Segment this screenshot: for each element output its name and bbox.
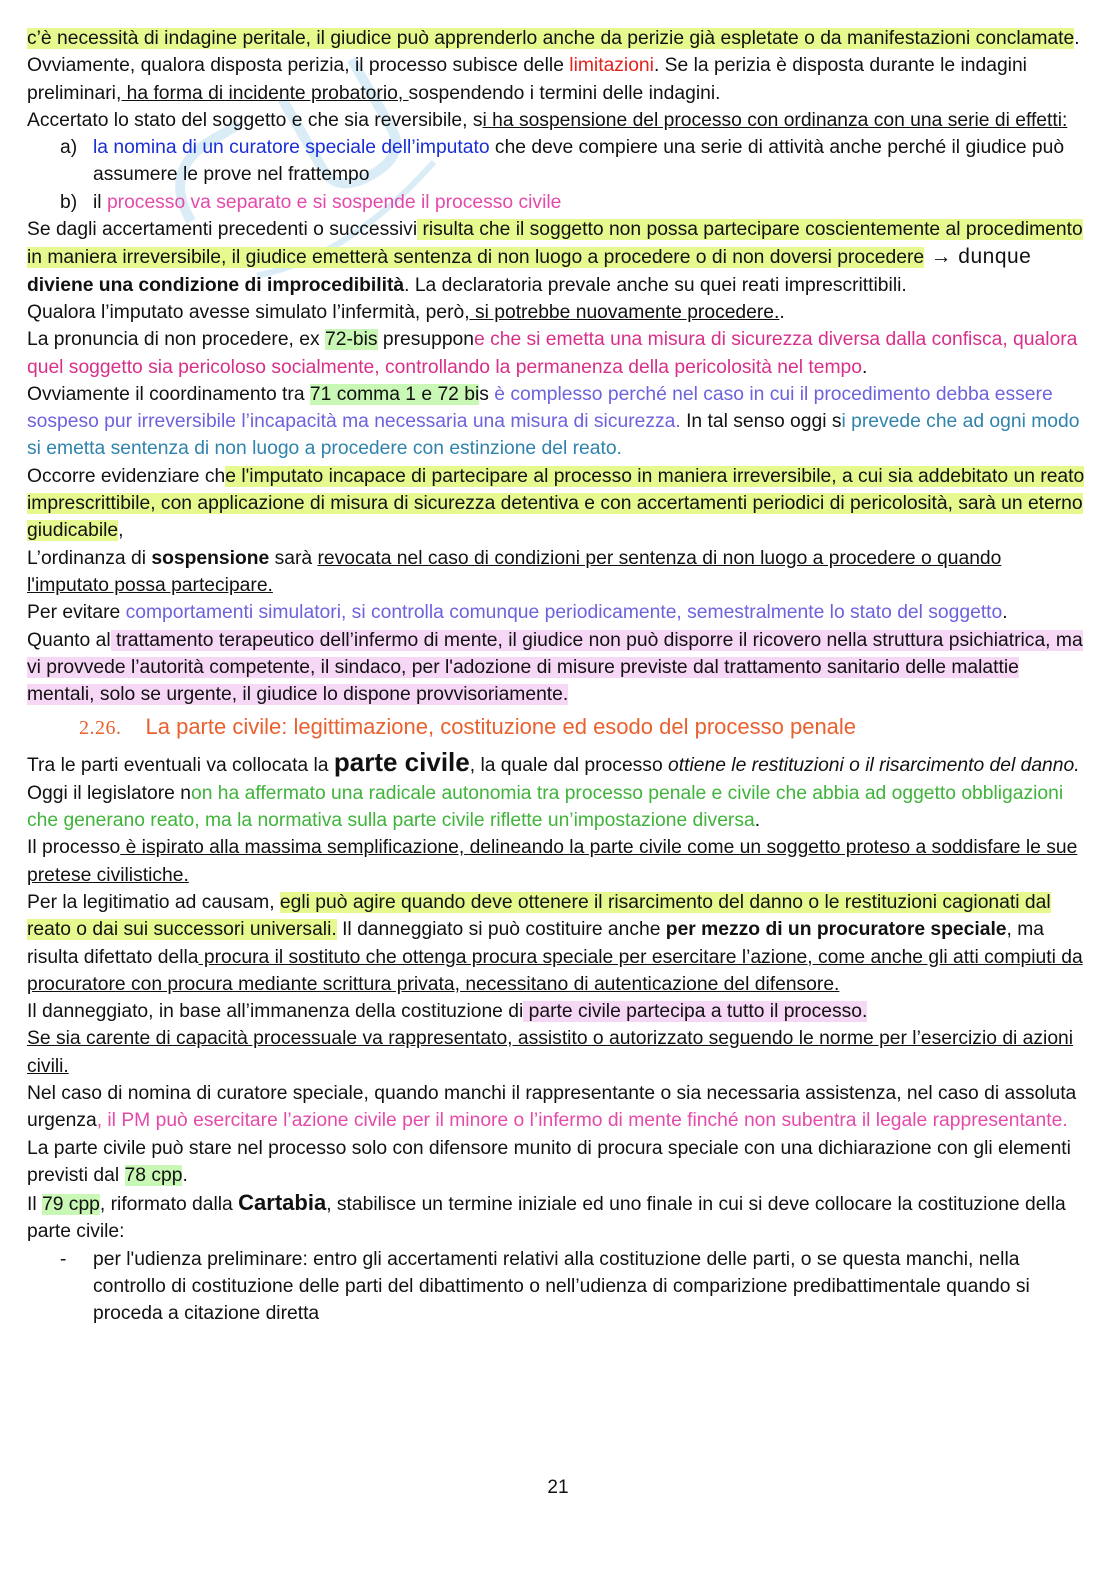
bold-text: Cartabia	[238, 1190, 327, 1216]
text: Tra le parti eventuali va collocata la	[27, 755, 334, 777]
text: Nel caso di nomina di curatore speciale, quando manchi il rappresentante o sia necessaria assistenza, nel caso di assoluta urgenza	[27, 1082, 1077, 1132]
underlined-text: i ha sospensione del processo con ordinanza con una serie di effetti:	[482, 109, 1068, 131]
text: Se dagli accertamenti precedenti o successivi	[27, 219, 418, 241]
text: per l'udienza preliminare: entro gli accertamenti relativi alla costituzione delle parti, o se questa manchi, nella controllo di costituzione delle parti del dibattimento o nell’udienza di comparizione predibattimentale quando si proceda a citazione diretta	[93, 1248, 1030, 1325]
paragraph-immanenza	[27, 998, 1087, 1025]
article-highlight: 79 cpp	[42, 1194, 100, 1216]
bold-text: sospensione	[151, 547, 270, 569]
underlined-text: procura il sostituto che ottenga procura speciale per esercitare l’azione, come anche gli atti compiuti da procuratore con procura mediante scrittura privata, necessitano di autenticazione del difensore.	[27, 946, 1083, 995]
list-marker: b)	[60, 191, 78, 213]
list-item-a	[27, 134, 1087, 189]
paragraph-ordinanza	[27, 545, 1087, 600]
text: Accertato lo stato del soggetto e che sia reversibile, s	[27, 109, 483, 131]
text: Quanto al	[27, 629, 111, 651]
bold-text: diviene una condizione di improcedibilità	[27, 274, 405, 296]
underlined-text: è ispirato alla massima semplificazione, delineando la parte civile come un soggetto proteso a soddisfare le sue pretese civilistiche.	[27, 837, 1078, 886]
paragraph-sospensione	[27, 107, 1087, 134]
section-title: La parte civile: legittimazione, costituzione ed esodo del processo penale	[145, 714, 857, 740]
text: Per la legitimatio ad causam,	[27, 891, 280, 913]
underlined-text: , ha forma di incidente probatorio,	[115, 82, 409, 104]
text: .	[1002, 602, 1008, 624]
text: .	[754, 810, 761, 832]
text: il	[93, 191, 107, 213]
italic-text: ottiene le restituzioni o il risarcimento del danno.	[668, 755, 1080, 777]
paragraph-coordinamento	[27, 381, 1087, 463]
text: , riformato dalla	[99, 1194, 239, 1216]
text: .	[779, 301, 785, 323]
paragraph-curatore	[27, 1080, 1087, 1135]
paragraph-79-cpp	[27, 1189, 1087, 1246]
pink-text: , il PM può esercitare l’azione civile per il minore o l’infermo di mente finché non subentra il legale rappresentante.	[96, 1110, 1068, 1132]
text: Ovviamente, qualora disposta perizia, il processo subisce delle	[27, 55, 570, 77]
highlight-text: risulta che il soggetto non possa partecipare coscientemente al procedimento in maniera irreversibile, il giudice emetterà sentenza di non luogo a procedere o di non doversi procedere	[27, 219, 1083, 269]
text: , la quale dal processo	[469, 755, 669, 777]
paragraph-irreversibile	[27, 216, 1087, 299]
large-bold-text: parte civile	[333, 747, 470, 778]
magenta-text: e che si emetta una misura di sicurezza diversa dalla confisca, qualora quel soggetto sia pericoloso socialmente, controllando la permanenza della pericolosità nel tempo	[27, 329, 1078, 378]
text: .	[1074, 28, 1080, 49]
text: s	[479, 383, 489, 405]
article-highlight: 72-bis	[325, 329, 378, 351]
text: Ovviamente il coordinamento tra	[27, 383, 310, 405]
purple-text: comportamenti simulatori, si controlla comunque periodicamente, semestralmente lo stato del soggetto	[125, 602, 1003, 624]
purple-text: è complesso perché nel caso in cui il procedimento debba essere sospeso pur irreversibile l’incapacità ma necessaria una misura di sicurezza.	[27, 383, 1053, 433]
green-text: on ha affermato una radicale autonomia tra processo penale e civile che abbia ad oggetto obbligazioni che generano reato, ma la normativa sulla parte civile riflette un’impostazione diversa	[27, 782, 1064, 832]
section-number: 2.26.	[79, 717, 122, 740]
text: Occorre evidenziare ch	[27, 465, 226, 487]
paragraph-parte-civile	[27, 749, 1087, 779]
text: Il processo	[27, 837, 121, 859]
text: Oggi il legislatore n	[27, 782, 191, 804]
article-highlight: 78 cpp	[124, 1164, 183, 1186]
pink-text: processo va separato e si sospende il processo civile	[106, 191, 562, 213]
paragraph-trattamento	[27, 627, 1087, 709]
text: .	[861, 356, 868, 378]
underlined-text: Se sia carente di capacità processuale va rappresentato, assistito o autorizzato seguendo le norme per l’esercizio di azioni civili.	[27, 1028, 1074, 1077]
list-marker: -	[60, 1248, 67, 1270]
underlined-text: revocata nel caso di condizioni per sentenza di non luogo a procedere o quando l'imputato possa partecipare.	[27, 547, 1002, 596]
text: che deve compiere una serie di attività anche perché il giudice può assumere le prove nel frattempo	[93, 137, 1065, 186]
text: . La declaratoria prevale anche su quei reati imprescrittibili.	[404, 274, 907, 296]
teal-text: i prevede che ad ogni modo si emetta sentenza di non luogo a procedere con estinzione del reato.	[27, 411, 1080, 460]
paragraph-eterno-giudicabile	[27, 463, 1087, 545]
document-body	[27, 25, 1087, 1328]
page-number: 21	[547, 1477, 569, 1498]
text: Per evitare	[27, 602, 126, 624]
bold-text: per mezzo di un procuratore speciale	[665, 919, 1007, 941]
text: sospendendo i termini delle indagini.	[408, 82, 721, 104]
highlight-text: c’è necessità di indagine peritale, il giudice può apprenderlo anche da perizie già espletate o da manifestazioni conclamate	[27, 28, 1075, 49]
paragraph-perizia-limitazioni	[27, 52, 1087, 107]
paragraph-78-cpp	[27, 1135, 1087, 1190]
text: Il danneggiato, in base all’immanenza della costituzione di	[27, 1001, 524, 1023]
list-item-dash	[27, 1246, 1087, 1328]
text: , ma risulta difettato della	[27, 919, 1045, 968]
text: sarà	[269, 547, 318, 569]
underlined-text: , si potrebbe nuovamente procedere.	[464, 301, 780, 323]
paragraph-simulazione	[27, 299, 1087, 326]
text: La pronuncia di non procedere, ex	[27, 329, 325, 351]
paragraph-72-bis	[27, 326, 1087, 381]
text: La parte civile può stare nel processo solo con difensore munito di procura speciale con una dichiarazione con gli elementi previsti dal	[27, 1137, 1071, 1186]
pink-highlight-text: parte civile partecipa a tutto il processo.	[523, 1001, 868, 1023]
text: Il danneggiato si può costituire anche	[336, 919, 666, 941]
pink-highlight-text: trattamento terapeutico dell’infermo di mente, il giudice non può disporre il ricovero nella struttura psichiatrica, ma vi provvede l’autorità competente, il sindaco, per l'adozione di misure previste dal trattamento sanitario delle malattie mentali, solo se urgente, il giudice lo dispone provvisoriamente.	[27, 629, 1083, 706]
text: Il	[27, 1194, 42, 1216]
highlight-text: egli può agire quando deve ottenere il risarcimento del danno o le restituzioni cagionati dal reato o dai sui successori universali.	[27, 891, 1051, 941]
text: presuppon	[377, 329, 474, 351]
text: , stabilisce un termine iniziale ed uno finale in cui si deve collocare la costituzione della parte civile:	[27, 1194, 1066, 1243]
text: In tal senso oggi s	[680, 411, 842, 433]
text: L’ordinanza di	[27, 547, 152, 569]
text: Qualora l’imputato avesse simulato l’infermità, però	[27, 301, 465, 323]
paragraph-legitimatio	[27, 889, 1087, 998]
highlight-text: e l'imputato incapace di partecipare al processo in maniera irreversibile, a cui sia addebitato un reato imprescrittibile, con applicazione di misura di sicurezza detentiva e con accertamenti periodici di pericolosità, sarà un eterno giudicabile	[27, 465, 1085, 542]
red-text: limitazioni	[569, 55, 654, 77]
paragraph-legislatore	[27, 780, 1087, 835]
arrow-text: → dunque	[924, 245, 1032, 269]
article-highlight: 71 comma 1 e 72 bi	[309, 383, 480, 405]
blue-text: la nomina di un curatore speciale dell’imputato	[93, 137, 490, 159]
list-item-b	[27, 189, 1087, 216]
paragraph-semplificazione	[27, 834, 1087, 889]
list-marker: a)	[60, 137, 78, 159]
text: .	[182, 1164, 188, 1186]
paragraph-perizia-intro	[27, 25, 1087, 52]
paragraph-simulatori	[27, 599, 1087, 626]
text: . Se la perizia è disposta durante le indagini preliminari	[27, 55, 1027, 104]
section-heading	[27, 712, 1087, 743]
text: ,	[118, 520, 124, 542]
paragraph-capacita	[27, 1025, 1087, 1080]
